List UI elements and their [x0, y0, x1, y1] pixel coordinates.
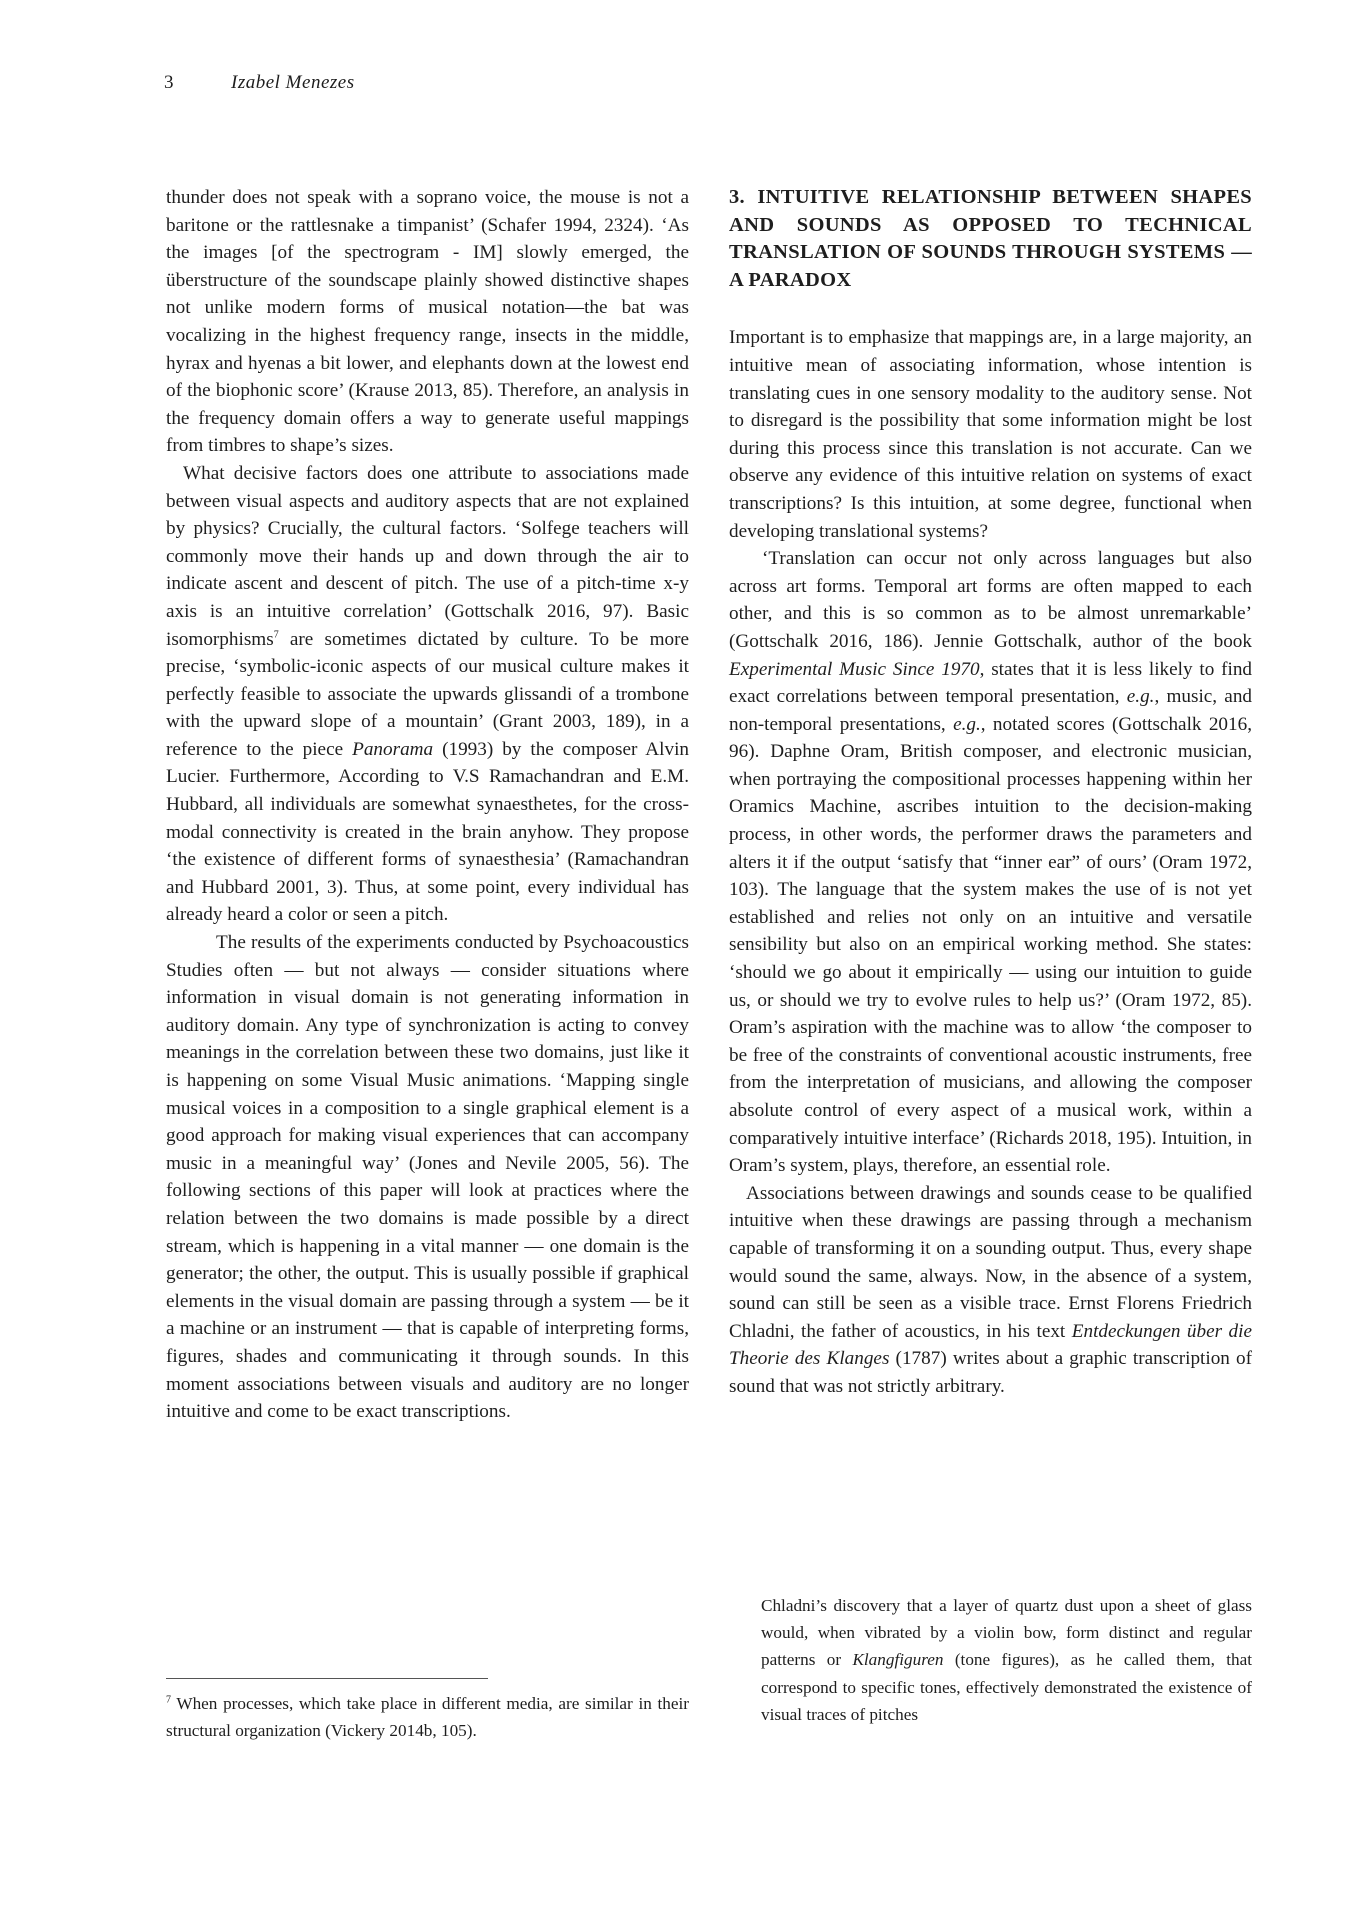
running-header-author: Izabel Menezes — [231, 72, 355, 93]
footnote-divider — [166, 1678, 488, 1679]
paragraph: What decisive factors does one attribute to associations made between visual aspects and auditory aspects that are not explained by physics? Crucially, the cultural factors. ‘Solfege teachers will commonly move their hands up and down through the air to indicate ascent and descent of pitch. The use of a pitch-time x-y axis is an intuitive correlation’ (Gottschalk 2016, 97). Basic isomorphisms$^7$ are sometimes dictated by culture. To be more precise, ‘symbolic-iconic aspects of our musical culture makes it perfectly feasible to associate the upwards glissandi of a trombone with the upward slope of a mountain’ (Grant 2003, 189), in a reference to the piece Panorama (1993) by the composer Alvin Lucier. Furthermore, According to V.S Ramachandran and E.M. Hubbard, all individuals are somewhat synaesthetes, for the cross-modal connectivity is created in the brain anyhow. They propose ‘the existence of different forms of synaesthesia’ (Ramachandran and Hubbard 2001, 3). Thus, at some point, every individual has already heard a color or seen a pitch. — [166, 462, 690, 926]
footnote-reference[interactable]: 7 — [273, 629, 279, 641]
section-heading: 3. INTUITIVE RELATIONSHIP BETWEEN SHAPES AND SOUNDS AS OPPOSED TO TECHNICAL TRANSLATION OF SOUNDS THROUGH SYSTEMS — A PARADOX — [729, 186, 1252, 291]
block-quote: Chladni’s discovery that a layer of quartz dust upon a sheet of glass would, when vibrated by a violin bow, form distinct and regular patterns or Klangfiguren (tone figures), as he called them, that correspond to specific tones, effectively demonstrated the existence of visual traces of pitches — [761, 1596, 1252, 1724]
paragraph: The results of the experiments conducted by Psychoacoustics Studies often — but not always — consider situations where information in visual domain is not generating information in auditory domain. Any type of synchronization is acting to convey meanings in the correlation between these two domains, just like it is happening on some Visual Music animations. ‘Mapping single musical voices in a composition to a single graphical element is a good approach for making visual experiences that can accompany music in a meaningful way’ (Jones and Nevile 2005, 56). The following sections of this paper will look at practices where the relation between the two domains is made possible by a direct stream, which is happening in a vital manner — one domain is the generator; the other, the output. This is usually possible if graphical elements in the visual domain are passing through a system — be it a machine or an instrument — that is capable of interpreting forms, figures, shades and communicating it through sounds. In this moment associations between visuals and auditory are no longer intuitive and come to be exact transcriptions. — [166, 932, 689, 1423]
footnote-text: When processes, which take place in different media, are similar in their structural organization (Vickery 2014b, 105). — [166, 1694, 689, 1740]
paragraph: thunder does not speak with a soprano voice, the mouse is not a baritone or the rattlesnake a timpanist’ (Schafer 1994, 2324). ‘As the images [of the spectrogram - IM] slowly emerged, the überstructure of the soundscape plainly showed distinctive shapes not unlike modern forms of musical notation—the bat was vocalizing in the highest frequency range, insects in the middle, hyrax and hyenas a bit lower, and elephants down at the lowest end of the biophonic score’ (Krause 2013, 85). Therefore, an analysis in the frequency domain offers a way to generate useful mappings from timbres to shape’s sizes. — [166, 187, 689, 457]
footnote — [166, 1690, 689, 1744]
paragraph: Important is to emphasize that mappings are, in a large majority, an intuitive mean of associating information, whose intention is translating cues in one sensory modality to the auditory sense. Not to disregard is the possibility that some information might be lost during this process since this translation is not accurate. Can we observe any evidence of this intuitive relation on systems of exact transcriptions? Is this intuition, at some degree, functional when developing translational systems? — [729, 327, 1252, 542]
page-number: 3 — [164, 72, 174, 93]
paragraph: Associations between drawings and sounds cease to be qualified intuitive when these drawings are passing through a mechanism capable of transforming it on a sounding output. Thus, every shape would sound the same, always. Now, in the absence of a system, sound can still be seen as a visible trace. Ernst Florens Friedrich Chladni, the father of acoustics, in his text Entdeckungen über die Theorie des Klanges (1787) writes about a graphic transcription of sound that was not strictly arbitrary. — [729, 1182, 1252, 1397]
right-column — [729, 184, 1252, 1401]
book-title: Experimental Music Since 1970 — [729, 658, 980, 680]
left-column — [166, 184, 689, 1426]
paragraph: ‘Translation can occur not only across languages but also across art forms. Temporal art forms are often mapped to each other, and this is so common as to be almost unremarkable’ (Gottschalk 2016, 186). Jennie Gottschalk, author of the book Experimental Music Since 1970, states that it is less likely to find exact correlations between temporal presentation, e.g., music, and non-temporal presentations, e.g., notated scores (Gottschalk 2016, 96). Daphne Oram, British composer, and electronic musician, when portraying the compositional processes happening within her Oramics Machine, ascribes intuition to the decision-making process, in other words, the performer draws the parameters and alters it if the output ‘satisfy that “inner ear” of ours’ (Oram 1972, 103). The language that the system makes the use of is not yet established and relies not only on an intuitive and versatile sensibility but also on an empirical working method. She states: ‘should we go about it empirically — using our intuition to guide us, or should we try to evolve rules to help us?’ (Oram 1972, 85). Oram’s aspiration with the machine was to allow ‘the composer to be free of the constraints of conventional acoustic instruments, free from the interpretation of musicians, and allowing the composer absolute control of every aspect of a musical work, within a comparatively intuitive interface’ (Richards 2018, 195). Intuition, in Oram’s system, plays, therefore, an essential role. — [729, 548, 1253, 1177]
work-title: Entdeckungen über die Theorie des Klanges — [729, 1320, 1252, 1370]
footnote-marker: 7 — [166, 1694, 171, 1706]
work-title: Panorama — [352, 738, 434, 760]
